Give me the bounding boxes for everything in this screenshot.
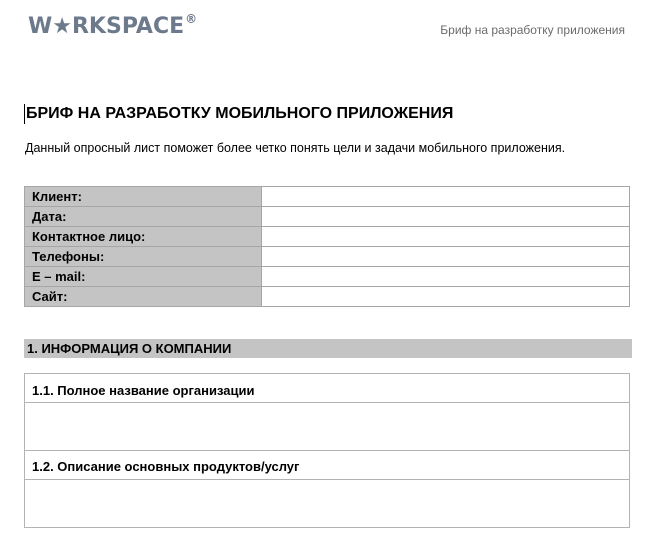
date-field[interactable]: [262, 207, 630, 227]
intro-text: Данный опросный лист поможет более четко понять цели и задачи мобильного приложения.: [25, 141, 566, 155]
workspace-logo: [28, 14, 197, 39]
table-row: [25, 227, 630, 247]
phones-label: Телефоны:: [25, 247, 262, 267]
contact-person-field[interactable]: [262, 227, 630, 247]
table-row: [25, 267, 630, 287]
site-label: Сайт:: [25, 287, 262, 307]
site-field[interactable]: [262, 287, 630, 307]
client-info-table: [24, 186, 630, 307]
answer-field[interactable]: [25, 479, 629, 527]
contact-person-label: Контактное лицо:: [25, 227, 262, 247]
logo-text: W★RKSPACE: [28, 14, 185, 39]
text-cursor: [24, 104, 25, 124]
email-label: E – mail:: [25, 267, 262, 287]
table-row: [25, 287, 630, 307]
company-questions-box: [24, 373, 630, 528]
section-heading: 1. ИНФОРМАЦИЯ О КОМПАНИИ: [27, 341, 232, 356]
header-note: Бриф на разработку приложения: [440, 23, 625, 37]
client-field[interactable]: [262, 187, 630, 207]
document-title: БРИФ НА РАЗРАБОТКУ МОБИЛЬНОГО ПРИЛОЖЕНИЯ: [26, 105, 454, 122]
client-label: Клиент:: [25, 187, 262, 207]
email-field[interactable]: [262, 267, 630, 287]
registered-mark: ®: [185, 12, 198, 26]
date-label: Дата:: [25, 207, 262, 227]
answer-field[interactable]: [25, 402, 629, 451]
section-heading-bar: [24, 339, 632, 358]
phones-field[interactable]: [262, 247, 630, 267]
table-row: [25, 187, 630, 207]
question-label: 1.1. Полное название организации: [32, 383, 255, 398]
table-row: [25, 207, 630, 227]
table-row: [25, 247, 630, 267]
question-label: 1.2. Описание основных продуктов/услуг: [32, 459, 300, 474]
